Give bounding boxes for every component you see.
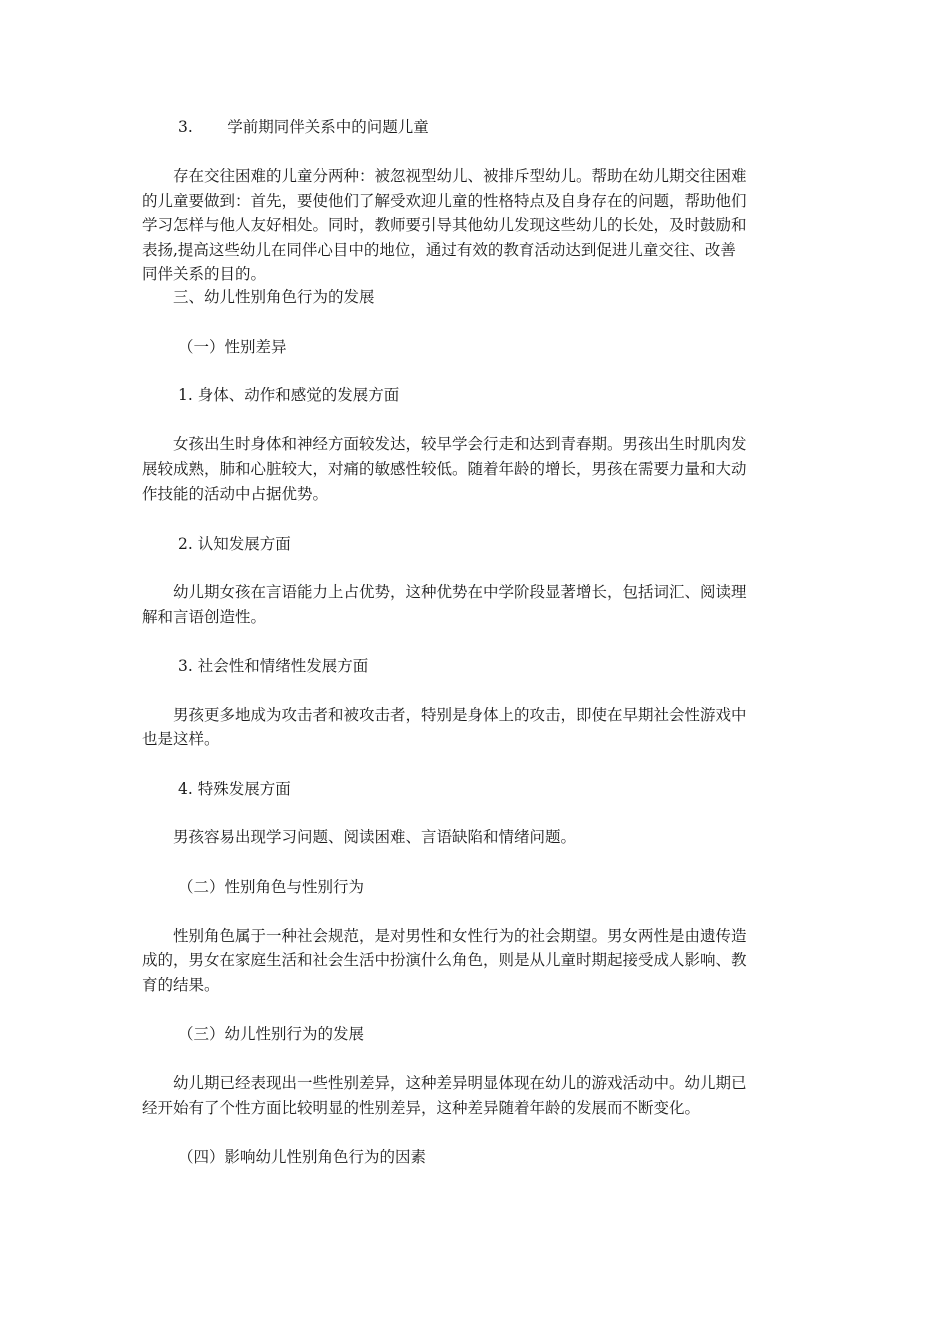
- subsection-heading: （四）影响幼儿性别角色行为的因素: [178, 1148, 427, 1166]
- paragraph-line: 同伴关系的目的。: [142, 265, 267, 283]
- paragraph-line: 幼儿期已经表现出一些性别差异，这种差异明显体现在幼儿的游戏活动中。幼儿期已: [142, 1074, 747, 1092]
- paragraph-line: 展较成熟，肺和心脏较大，对痛的敏感性较低。随着年龄的增长，男孩在需要力量和大动: [142, 460, 747, 478]
- paragraph-line: 男孩容易出现学习问题、阅读困难、言语缺陷和情绪问题。: [142, 828, 577, 846]
- paragraph-line: 成的，男女在家庭生活和社会生活中扮演什么角色，则是从儿童时期起接受成人影响、教: [142, 951, 747, 969]
- subsection-heading: （二）性别角色与性别行为: [178, 878, 365, 896]
- section-heading: 3. 学前期同伴关系中的问题儿童: [178, 118, 429, 136]
- paragraph-line: 性别角色属于一种社会规范，是对男性和女性行为的社会期望。男女两性是由遗传造: [142, 927, 747, 945]
- subsection-heading: （一）性别差异: [178, 338, 287, 356]
- paragraph-line: 学习怎样与他人友好相处。同时，教师要引导其他幼儿发现这些幼儿的长处，及时鼓励和: [142, 216, 747, 234]
- paragraph-line: 男孩更多地成为攻击者和被攻击者，特别是身体上的攻击，即使在早期社会性游戏中: [142, 706, 747, 724]
- paragraph-line: 表扬,提高这些幼儿在同伴心目中的地位，通过有效的教育活动达到促进儿童交往、改善: [142, 241, 736, 259]
- paragraph-line: 女孩出生时身体和神经方面较发达，较早学会行走和达到青春期。男孩出生时肌肉发: [142, 435, 747, 453]
- paragraph-line: 的儿童要做到：首先，要使他们了解受欢迎儿童的性格特点及自身存在的问题，帮助他们: [142, 192, 747, 210]
- subsection-heading: （三）幼儿性别行为的发展: [178, 1025, 365, 1043]
- paragraph-line: 作技能的活动中占据优势。: [142, 485, 329, 503]
- item-heading: 2. 认知发展方面: [178, 535, 291, 553]
- paragraph-line: 解和言语创造性。: [142, 608, 267, 626]
- paragraph-line: 育的结果。: [142, 976, 220, 994]
- section-heading: 三、幼儿性别角色行为的发展: [142, 288, 375, 306]
- paragraph-line: 幼儿期女孩在言语能力上占优势，这种优势在中学阶段显著增长，包括词汇、阅读理: [142, 583, 747, 601]
- paragraph-line: 经开始有了个性方面比较明显的性别差异，这种差异随着年龄的发展而不断变化。: [142, 1099, 701, 1117]
- item-heading: 3. 社会性和情绪性发展方面: [178, 657, 369, 675]
- paragraph-line: 存在交往困难的儿童分两种：被忽视型幼儿、被排斥型幼儿。帮助在幼儿期交往困难: [142, 167, 747, 185]
- paragraph-line: 也是这样。: [142, 730, 220, 748]
- item-heading: 1. 身体、动作和感觉的发展方面: [178, 386, 400, 404]
- item-heading: 4. 特殊发展方面: [178, 780, 291, 798]
